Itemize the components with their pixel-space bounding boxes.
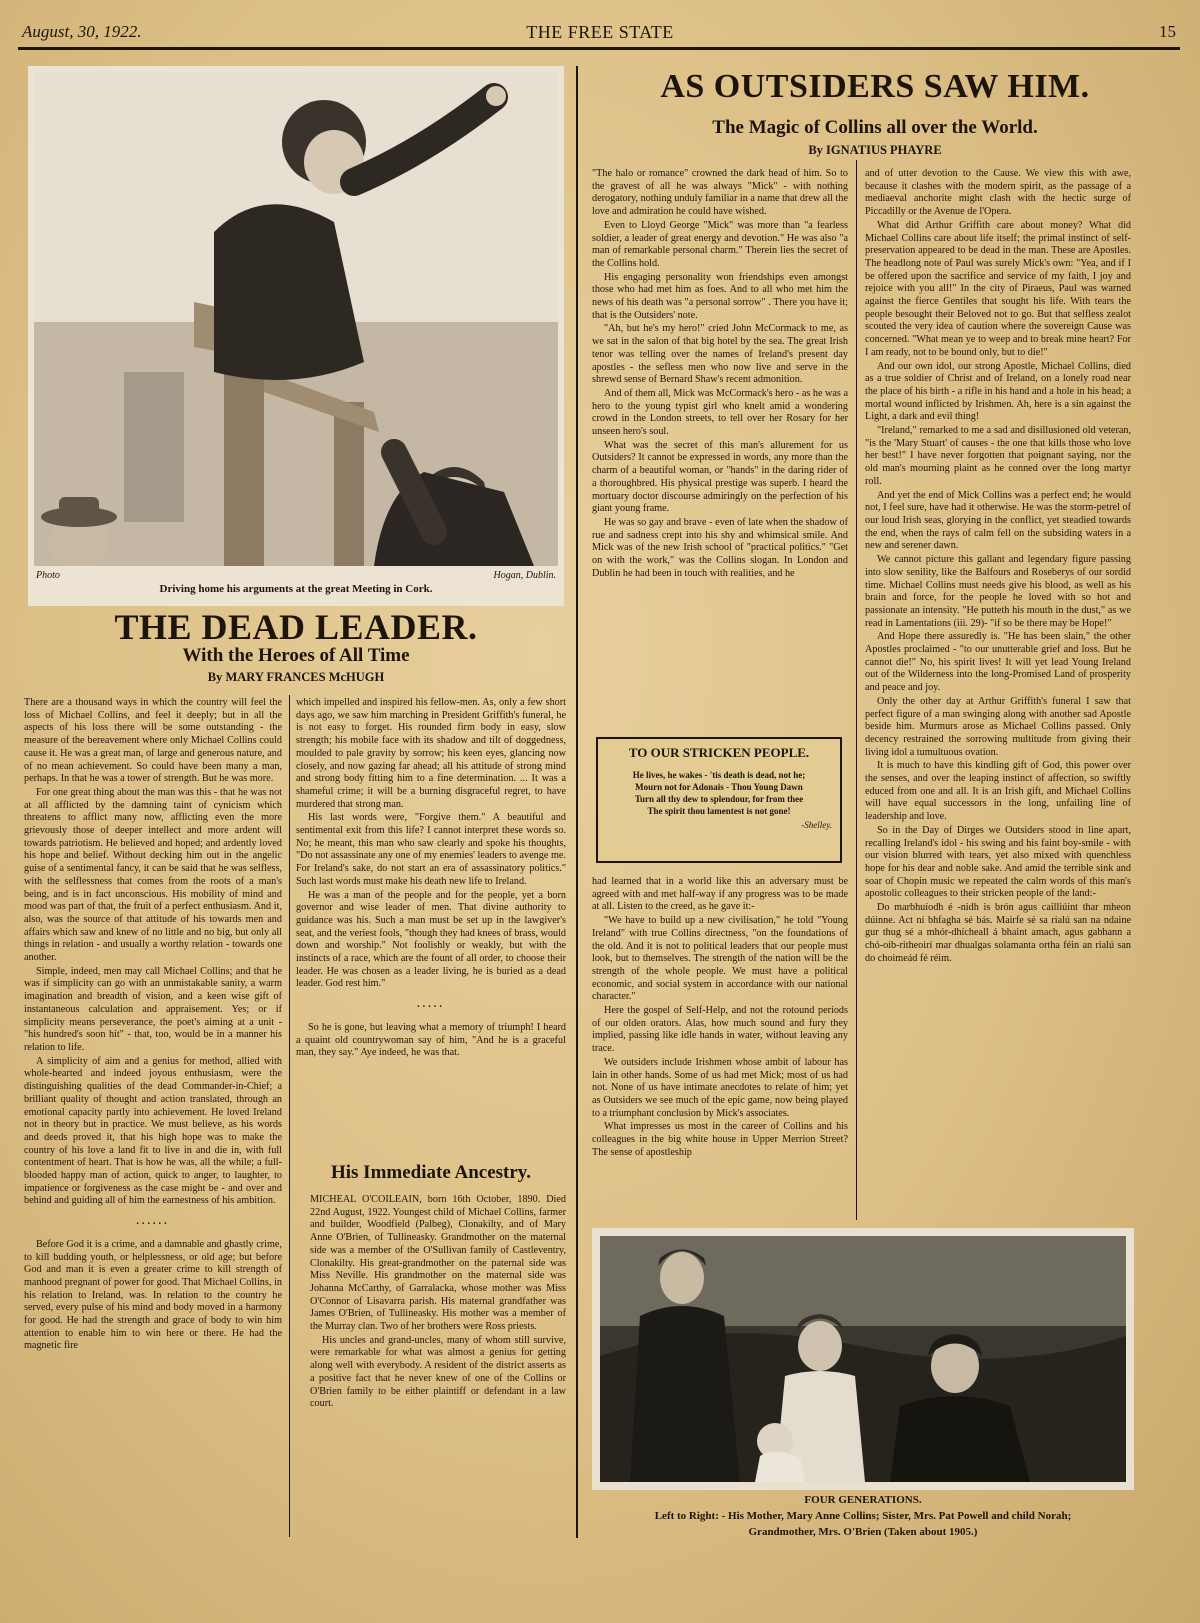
outsiders-para-16: "Ireland," remarked to me a sad and disillusioned old veteran, "is the 'Mary Stuart' of causes - the one that kills those who love her best!" I have never forgotten that poignant saying, nor the old man's mourning plaint as he conned over the long martyr roll. xyxy=(865,425,1131,487)
outsiders-para-9: "We have to build up a new civilisation," he told "Young Ireland" with true Collins directness, "on the foundations of the old. And it is not to political leaders that our people must look, but to themselves. The strength of the nation will be the strength of the whole people. We must have a political economic, and social system in accordance with our national character." xyxy=(592,915,848,1003)
photo-caption: Driving home his arguments at the great Meeting in Cork. xyxy=(159,583,433,595)
header-rule xyxy=(18,47,1180,50)
dead-leader-para-6: which impelled and inspired his fellow-men. As, only a few short days ago, we saw him marching in President Griffith's funeral, he is not easy to forget. His rounded firm body in easy, slow strength; his mobile face with its shadow and tilt of doggedness, moulded to pale gravity by sorrow; his keen eyes, glancing now closely, and now gazing far ahead; all his attitude of strong mind and strong body fitting him to a fine determination. ... It was a shameful crime; it will be a burning disgraceful regret, to have murdered that strong man. xyxy=(296,697,566,810)
outsiders-para-18: We cannot picture this gallant and legendary figure passing into slow senility, like the Balfours and Roseberys of our sordid time. Michael Collins must needs give his blood, as well as his brain and force, for the people he loved with so hot and passionate an intensity. "He putteth his mouth in the dust," as we read in Lamentations (iii. 29)- "if so be there may be Hope!" xyxy=(865,554,1131,629)
outsiders-para-4: "Ah, but he's my hero!" cried John McCormack to me, as we sat in the salon of that big hotel by the sea. The great Irish tenor was telling over the names of Ireland's present day apostles - the sefless men who now live and serve in the shrewd sense of Bernard Shaw's recent admonition. xyxy=(592,323,848,386)
outsiders-para-11: We outsiders include Irishmen whose ambit of labour has lain in other hands. Some of us had met Mick; most of us had not. None of us have intimate anecdotes to relate of him; yet as Outsiders we see much of the epic game, now being played to a triumphant conclusion by Mick's associates. xyxy=(592,1056,848,1119)
dead-leader-column-2 xyxy=(296,697,566,1097)
family-illustration xyxy=(600,1236,1126,1482)
outsiders-para-12: What impresses us most in the career of Collins and his colleagues in the big white house in Upper Merrion Street? The sense of apostleship xyxy=(592,1121,848,1158)
outsiders-para-10: Here the gospel of Self-Help, and not the rotound periods of our olden orators. Alas, how much sound and fury they implied, passing like idle hands in water, without leaving any trace. xyxy=(592,1005,848,1055)
dead-leader-byline: By MARY FRANCES McHUGH xyxy=(207,670,385,684)
outsiders-headline: AS OUTSIDERS SAW HIM. xyxy=(660,68,1090,105)
poem-box xyxy=(596,737,842,863)
dead-leader-para-7: His last words were, "Forgive them." A beautiful and sentimental exit from this life? I cannot interpret these words so. No; he meant, this man who saw clearly and spoke his thoughts, "Do not assassinate any one of my enemies' leaders to avenge me. For Ireland's sake, do not start an era of assassinatory politics." Such last words must make his death new life to Ireland. xyxy=(296,812,566,887)
ancestry-column xyxy=(310,1194,566,1534)
outsiders-para-22: So in the Day of Dirges we Outsiders stood in line apart, recalling Ireland's idol - his swing and his faint boy-smile - with our vision blurred with tears, yet also mixed with quenchless hope for his dear and noble sake. And amid the terrible sink and soar of Chopin music we repeated the calm words of this man's apostolic colleagues to their stricken people of the land:- xyxy=(865,824,1131,900)
outsiders-para-3: His engaging personality won friendships even amongst those who had met him as foes. And to all who met him the news of his death was "a personal sorrow" . There you have it; that is the Outsiders' note. xyxy=(592,271,848,321)
ancestry-heading: His Immediate Ancestry. xyxy=(330,1162,531,1183)
issue-date: August, 30, 1922. xyxy=(22,22,142,41)
poem-attribution: -Shelley. xyxy=(801,820,832,830)
dead-leader-headline: THE DEAD LEADER. xyxy=(114,607,478,647)
speaker-illustration xyxy=(34,72,558,566)
dead-leader-para-2: For one great thing about the man was this - that he was not at all afflicted by the damning taint of cynicism which threatens to afflict many now, afflicting even the more grievously those of deeper intellect and more ardent will towards patriotism. He believed and hoped; and ardently loved his hope and belief. Without decking him out in the angelic guise of a sentimental fancy, it can be said that he was selfless, with the selflessness that comes from the roots of a man's being, and is in fact unconscious. His mobility of mind and mood was part of that, the fruit of a perfect enthusiasm. And it, also, was the source of that attitude of his towards men and affairs which saw and knew of no little and no big, but only all things in relation - and usually a worthy relation - towards one another. xyxy=(24,786,282,964)
outsiders-subhead: The Magic of Collins all over the World. xyxy=(712,117,1038,138)
dead-leader-column-1 xyxy=(24,697,282,1542)
family-photo xyxy=(600,1236,1126,1482)
dead-leader-para-1: There are a thousand ways in which the country will feel the loss of Michael Collins, and feel it deeply; but in all the aspects of his loss there will be some outstanding - the measure of the bereavement where only Michael Collins could cause it. He was a great man, of large and generous nature, and of no mean achievement. So could have been many a man, perhaps. In that he was a tower of strength. But he was more. xyxy=(24,697,282,785)
outsiders-para-15: And our own idol, our strong Apostle, Michael Collins, died as a true soldier of Christ and of Ireland, on a lonely road near the place of his birth - a rifle in his hand and a hole in his head; a mortal wound inflicted by Irishmen. Ah, here is a sin against the Light, a dark and evil thing! xyxy=(865,360,1131,423)
outsiders-para-21: It is much to have this kindling gift of God, this power over the senses, and over the leaping instinct of affection, so swiftly educed from one and all. It is an Irish gift, and Michael Collins will have equal successors in the long, unfailing line of leadership and love. xyxy=(865,760,1131,823)
photo-credit-label: Photo xyxy=(36,570,60,581)
poem-line-1: He lives, he wakes - 'tis death is dead, not he; xyxy=(632,770,806,780)
outsiders-column-2 xyxy=(865,168,1131,1216)
section-break-stars-2: ..... xyxy=(417,999,445,1011)
photo-credit-studio: Hogan, Dublin. xyxy=(493,570,556,581)
outsiders-para-23-irish: Do marbhuíodh é -nidh is brón agus cailliúint thar mheon dúinne. Act ní bhfagha sé bás. Mairfe sé sa rialú san na ndaine gur thug sé a mhór-dhícheall á bhaint amach, agus gabhann a chó-oib-ritheoirí mar dhualgas solamanta ortha féin an rialú san do choimeád fé réim. xyxy=(865,902,1131,964)
dead-leader-subhead: With the Heroes of All Time xyxy=(182,645,410,666)
dead-leader-para-5: Before God it is a crime, and a damnable and ghastly crime, to kill budding youth, or helplessness, or old age; but before God and man it is even a greater crime to kill strength of manhood pregnant of power for good. That Michael Collins, in his relation to Ireland, was. In relation to the country he served, every pulse of his mind and body moved in a harmony for good. He had the strength and grace of body to win him attention to enable him to win here or there. He had the magnetic fire xyxy=(24,1238,282,1352)
outsiders-para-19: And Hope there assuredly is. "He has been slain," the other Apostles proclaimed - "to our unutterable grief and loss. But he cannot die!" No, his spirit lives! It will yet lead Young Ireland out of the Wilderness into the long-Promised Land of prosperity and peace and joy. xyxy=(865,631,1131,694)
outsiders-para-14: What did Arthur Griffith care about money? What did Michael Collins care about life itself; the primal instinct of self-preservation appeared to be dead in the man. These are Apostles. The headlong note of Paul was surely Mick's own: "Yea, and if I be offered upon the sacrifice and service of my faith, I joy and rejoice with you all!" In the city of Piraeus, Paul was warned against the fierce Gentiles that sought his life. With tears the people besought their Beloved not to go. But that selfless zealot scouted the very idea of caution where the sovereign Cause was concerned. "What mean ye to weep and to break mine heart? For I am ready, not to be bound only, but to die!" xyxy=(865,219,1131,358)
column-divider-right xyxy=(856,160,857,1220)
outsiders-para-13: and of utter devotion to the Cause. We view this with awe, because it clashes with the modern spirit, as the passage of a mediaeval anchorite might clash with the hectic surge of Piccadilly or the Avenue de l'Opera. xyxy=(865,168,1131,218)
section-break-stars: ...... xyxy=(136,1216,170,1228)
column-divider-center xyxy=(576,66,578,1538)
dead-leader-para-9: So he is gone, but leaving what a memory of triumph! I heard a quaint old countrywoman say of him, "And he is a graceful man, they say." Aye indeed, he was that. xyxy=(296,1021,566,1059)
family-caption-line-2: Grandmother, Mrs. O'Brien (Taken about 1905.) xyxy=(748,1526,978,1538)
outsiders-para-6: What was the secret of this man's allurement for us Outsiders? It cannot be expressed in words, any more than the charm of a beautiful woman, or "hands" in the daring rider of a thoroughbred. His physical prestige was superb. I heard the mortuary doctor discourse admiringly on the perfection of his giant young frame. xyxy=(592,439,848,515)
dead-leader-para-8: He was a man of the people and for the people, yet a born governor and wise leader of men. That divine authority to guidance was his. Such a man must be set up in the lawgiver's seat, and the veriest fools, "though they had knees of brass, would down and worship." Not foolishly or weakly, but with the instincts of a race, which are the fount of all order, to choose their leader. He was chosen as a leader living, he is buried as a dead leader. God rest him." xyxy=(296,889,566,990)
meeting-photo-frame xyxy=(28,66,564,606)
outsiders-para-8: had learned that in a world like this an adversary must be agreed with and met half-way if any progress was to be made at all. Listen to the creed, as he gave it:- xyxy=(592,876,848,913)
meeting-photo xyxy=(34,72,558,566)
column-divider-left xyxy=(289,695,290,1537)
outsiders-para-7: He was so gay and brave - even of late when the shadow of rue and sadness crept into his shy and whimsical smile. And Mick was of the new Irish school of "practical politics." "Get on with the work," was the Collins slogan. In London and Dublin he had been in touch with realities, and he xyxy=(592,516,848,579)
outsiders-para-17: And yet the end of Mick Collins was a perfect end; he would not, I feel sure, have had it otherwise. He was the storm-petrel of our loud Irish seas, glorying in the conflict, yet steadied towards the end, when the rays of calm fell on the subsiding waters in a new and serener dawn. xyxy=(865,489,1131,552)
outsiders-para-20: Only the other day at Arthur Griffith's funeral I saw that perfect figure of a man swinging along with another sad Apostle beside him. Murmurs arose as Michael Collins passed. Only decency restrained the sorrowing multitude from giving their living idol a tumultuous ovation. xyxy=(865,695,1131,758)
dead-leader-para-4: A simplicity of aim and a genius for method, allied with whole-hearted and indeed joyous enthusiasm, were the distinguishing qualities of the dead Commander-in-Chief; a brilliant quality of thought and action translated, through an emotional capacity partly into achievement. He loved Ireland not in theory but in practice. We must believe, as his words and deeds proved it, that his high hope was to make the country of his love a land fit to live in and die in, with full contentment of heart. That is how he was, all the while; a full-blooded happy man of action, quick to anger, to laughter, to impatience or forgiveness as the case might be - and over and behind and guiding all of him the earnestness of his ambition. xyxy=(24,1055,282,1207)
poem-line-3: Turn all thy dew to splendour, for from thee xyxy=(634,794,804,804)
family-caption-title: FOUR GENERATIONS. xyxy=(804,1494,922,1506)
dead-leader-para-3: Simple, indeed, men may call Michael Collins; and that he was if simplicity can go with an unmistakable sanity, a warm imagination and breadth of vision, and a keen wise gift of instantaneous calculation and appraisement. Yes; or if simplicity means perseverance, the poet's aiming at a unit - "his hundred's soon hit" - that, too, would be in a manner his relation to life. xyxy=(24,965,282,1053)
outsiders-byline: By IGNATIUS PHAYRE xyxy=(808,143,942,157)
outsiders-para-5: And of them all, Mick was McCormack's hero - as he was a hero to the young typist girl who knelt amid a wondering crowd in the London streets, to tell over her Rosary for her unseen hero's soul. xyxy=(592,387,848,438)
family-photo-frame xyxy=(592,1228,1134,1490)
ancestry-para-1: MICHEAL O'COILEAIN, born 16th October, 1890. Died 22nd August, 1922. Youngest child of Michael Collins, farmer and builder, Woodfield (Palbeg), Clonakilty, and of Mary Anne O'Brien, of Tullineasky. Grandmother on the maternal side was a member of the O'Sullivan family of Castleventry, Clonakilty. His great-grandmother on the paternal side was Miss Neville. His grandmother on the maternal side was Johanna McCarthy, of Garralacka, whose mother was Miss O'Connor of Lisavarra parish. His maternal grandfather was James O'Brien, of Tullineasky. His mother was a member of the Murray clan. Two of her brothers were Ross priests. xyxy=(310,1194,566,1333)
ancestry-para-2: His uncles and grand-uncles, many of whom still survive, were remarkable for what was almost a genius for getting along well with everybody. A resident of the district asserts as a positive fact that he never knew of one of the Collins or O'Brien family to be either plaintiff or defendant in a law court. xyxy=(310,1334,566,1410)
page-number: 15 xyxy=(1159,22,1176,41)
masthead: THE FREE STATE xyxy=(526,22,674,42)
outsiders-para-1: "The halo or romance" crowned the dark head of him. So to the gravest of all he was always "Mick" - with nothing derogatory, nothing unduly familiar in a name that drew all the love and admiration he could have wished. xyxy=(592,168,848,218)
outsiders-column-1b xyxy=(592,876,848,1216)
poem-line-4: The spirit thou lamentest is not gone! xyxy=(647,806,791,816)
outsiders-column-1a xyxy=(592,168,848,725)
outsiders-para-2: Even to Lloyd George "Mick" was more than "a fearless soldier, a leader of great energy and devotion." He was also "a man of remarkable personal charm." Therein lies the secret of the Collins hold. xyxy=(592,219,848,269)
family-caption-line-1: Left to Right: - His Mother, Mary Anne Collins; Sister, Mrs. Pat Powell and child Norah; xyxy=(654,1510,1072,1522)
poem-line-2: Mourn not for Adonais - Thou Young Dawn xyxy=(635,782,803,792)
poem-title: TO OUR STRICKEN PEOPLE. xyxy=(628,745,810,760)
